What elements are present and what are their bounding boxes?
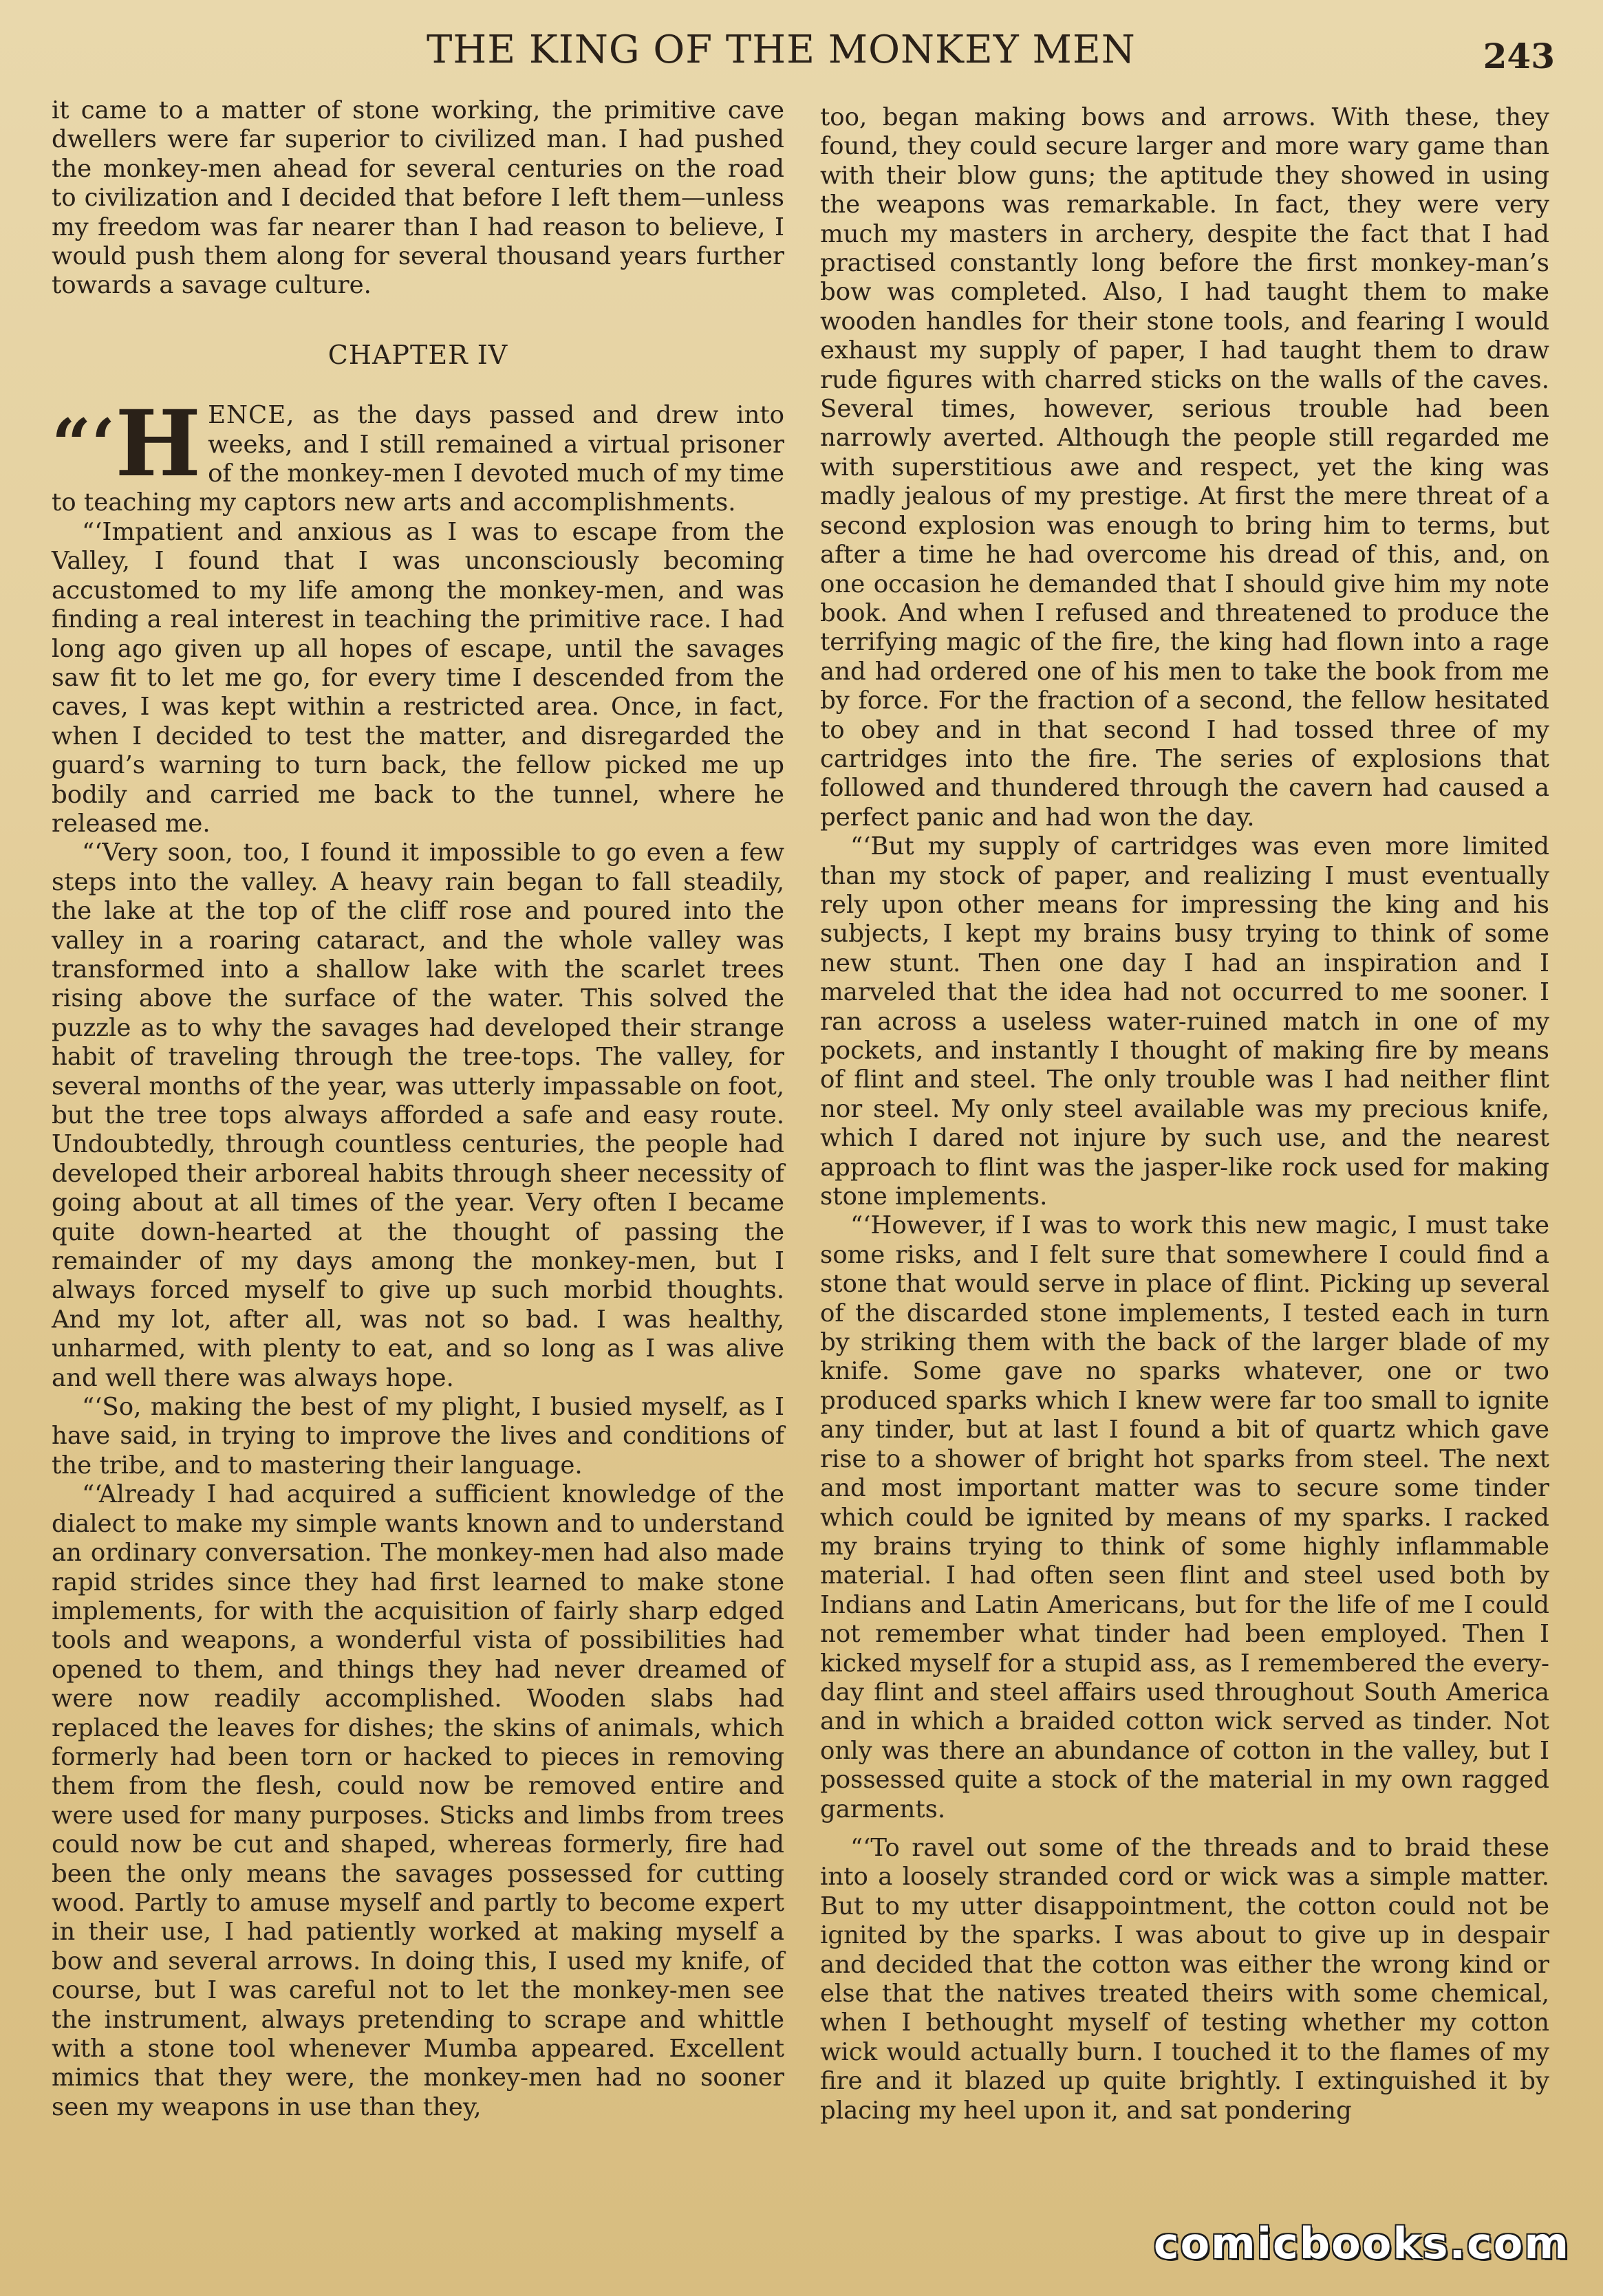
paragraph: “‘So, making the best of my plight, I busied myself, as I have said, in trying to improve the lives and conditions of the tribe, and to mastering their language. [52,1393,784,1480]
page-number: 243 [1483,36,1555,76]
running-title: THE KING OF THE MONKEY MEN [427,28,1136,72]
left-column [52,96,784,2249]
paragraph: “‘However, if I was to work this new magic, I must take some risks, and I felt sure that somewhere I could find a stone that would serve in place of flint. Picking up several of the discarded stone implements, I tested each in turn by striking them with the back of the larger blade of my knife. Some gave no sparks whatever, one or two produced sparks which I knew were far too small to ignite any tinder, but at last I found a bit of quartz which gave rise to a shower of bright hot sparks from steel. The next and most important matter was to secure some tinder which could be ignited by means of my sparks. I racked my brains trying to think of some highly inflammable material. I had often seen flint and steel used both by Indians and Latin Americans, but for the life of me I could not remember what tinder had been employed. Then I kicked myself for a stupid ass, as I remembered the every-day flint and steel affairs used throughout South America and in which a braided cotton wick served as tinder. Not only was there an abundance of cotton in the valley, but I possessed quite a stock of the material in my own ragged garments. [820,1211,1549,1823]
drop-cap-quote: “‘ [52,404,116,486]
paragraph: “‘But my supply of cartridges was even more limited than my stock of paper, and realizing I must eventually rely upon other means for impressing the king and his subjects, I kept my brains busy trying to think of some new stunt. Then one day I had an inspiration and I marveled that the idea had not occurred to me sooner. I ran across a useless water-ruined match in one of my pockets, and instantly I thought of making fire by means of flint and steel. The only trouble was I had neither flint nor steel. My only steel available was my precious knife, which I dared not injure by such use, and the nearest approach to flint was the jasper-like rock used for making stone implements. [820,832,1549,1211]
watermark: comicbooks.com [1153,2218,1570,2268]
paragraph: too, began making bows and arrows. With these, they found, they could secure larger and more wary game than with their blow guns; the aptitude they showed in using the weapons was remarkable. In fact, they were very much my masters in archery, despite the fact that I had practised constantly long before the first monkey-man’s bow was completed. Also, I had taught them to make wooden handles for their stone tools, and fearing I would exhaust my supply of paper, I had taught them to draw rude figures with charred sticks on the walls of the caves. Several times, however, serious trouble had been narrowly averted. Although the people still regarded me with superstitious awe and respect, yet the king was madly jealous of my prestige. At first the mere threat of a second explosion was enough to bring him to terms, but after a time he had overcome his dread of this, and, on one occasion he demanded that I should give him my note book. And when I refused and threatened to produce the terrifying magic of the fire, the king had flown into a rage and had ordered one of his men to take the book from me by force. For the fraction of a second, the fellow hesitated to obey and in that second I had tossed three of my cartridges into the fire. The series of explosions that followed and thundered through the cavern had caused a perfect panic and had won the day. [820,103,1549,832]
opening-word: ENCE, [208,401,295,430]
paragraph: “‘Already I had acquired a sufficient knowledge of the dialect to make my simple wants known and to understand an ordinary conversation. The monkey-men had also made rapid strides since they had first learned to make stone implements, for with the acquisition of fairly sharp edged tools and weapons, a wonderful vista of possibilities had opened to them, and things they had never dreamed of were now readily accomplished. Wooden slabs had replaced the leaves for dishes; the skins of animals, which formerly had been torn or hacked to pieces in removing them from the flesh, could now be removed entire and were used for many purposes. Sticks and limbs from trees could now be cut and shaped, whereas formerly, fire had been the only means the savages possessed for cutting wood. Partly to amuse myself and partly to become expert in their use, I had patiently worked at making myself a bow and several arrows. In doing this, I used my knife, of course, but I was careful not to let the monkey-men see the instrument, always pretending to scrape and whittle with a stone tool whenever Mumba appeared. Excellent mimics that they were, the monkey-men had no sooner seen my weapons in use than they, [52,1480,784,2121]
paragraph: “‘Impatient and anxious as I was to escape from the Valley, I found that I was unconsciously becoming accustomed to my life among the monkey-men, and was finding a real interest in teaching the primitive race. I had long ago given up all hopes of escape, until the savages saw fit to let me go, for every time I descended from the caves, I was kept within a restricted area. Once, in fact, when I decided to test the matter, and disregarded the guard’s warning to turn back, the fellow picked me up bodily and carried me back to the tunnel, where he released me. [52,517,784,838]
opening-text: as the days passed and drew into weeks, and I still remained a virtual prisoner of the monkey-men I devoted much of my time to teaching my captors new arts and accomplishments. [52,401,784,517]
page-header [0,21,1603,96]
paragraph: “‘To ravel out some of the threads and to braid these into a loosely stranded cord or wick was a simple matter. But to my utter disappointment, the cotton could not be ignited by the sparks. I was about to give up in despair and decided that the cotton was either the wrong kind or else that the natives treated theirs with some chemical, when I bethought myself of testing whether my cotton wick would actually burn. I touched it to the flames of my fire and it blazed up quite brightly. I extinguished it by placing my heel upon it, and sat pondering [820,1833,1549,2125]
drop-cap [52,391,202,498]
right-column [820,103,1549,2256]
chapter-heading: CHAPTER IV [327,339,508,370]
paragraph: “‘Very soon, too, I found it impossible to go even a few steps into the valley. A heavy rain began to fall steadily, the lake at the top of the cliff rose and poured into the valley in a roaring cataract, and the whole valley was transformed into a shallow lake with the scarlet trees rising above the surface of the water. This solved the puzzle as to why the savages had developed their strange habit of traveling through the tree-tops. The valley, for several months of the year, was utterly impassable on foot, but the tree tops always afforded a safe and easy route. Undoubtedly, through countless centuries, the people had developed their arboreal habits through sheer necessity of going about at all times of the year. Very often I became quite down-hearted at the thought of passing the remainder of my days among the monkey-men, but I always forced myself to give up such morbid thoughts. And my lot, after all, was not so bad. I was healthy, unharmed, with plenty to eat, and so long as I was alive and well there was always hope. [52,838,784,1392]
opening-paragraph [52,391,784,518]
paragraph-gap [820,1824,1549,1834]
paragraph: it came to a matter of stone working, the primitive cave dwellers were far superior to civilized man. I had pushed the monkey-men ahead for several centuries on the road to civilization and I decided that before I left them—unless my freedom was far nearer than I had reason to believe, I would push them along for several thousand years further towards a savage culture. [52,96,784,300]
drop-cap-letter: H [115,391,202,498]
